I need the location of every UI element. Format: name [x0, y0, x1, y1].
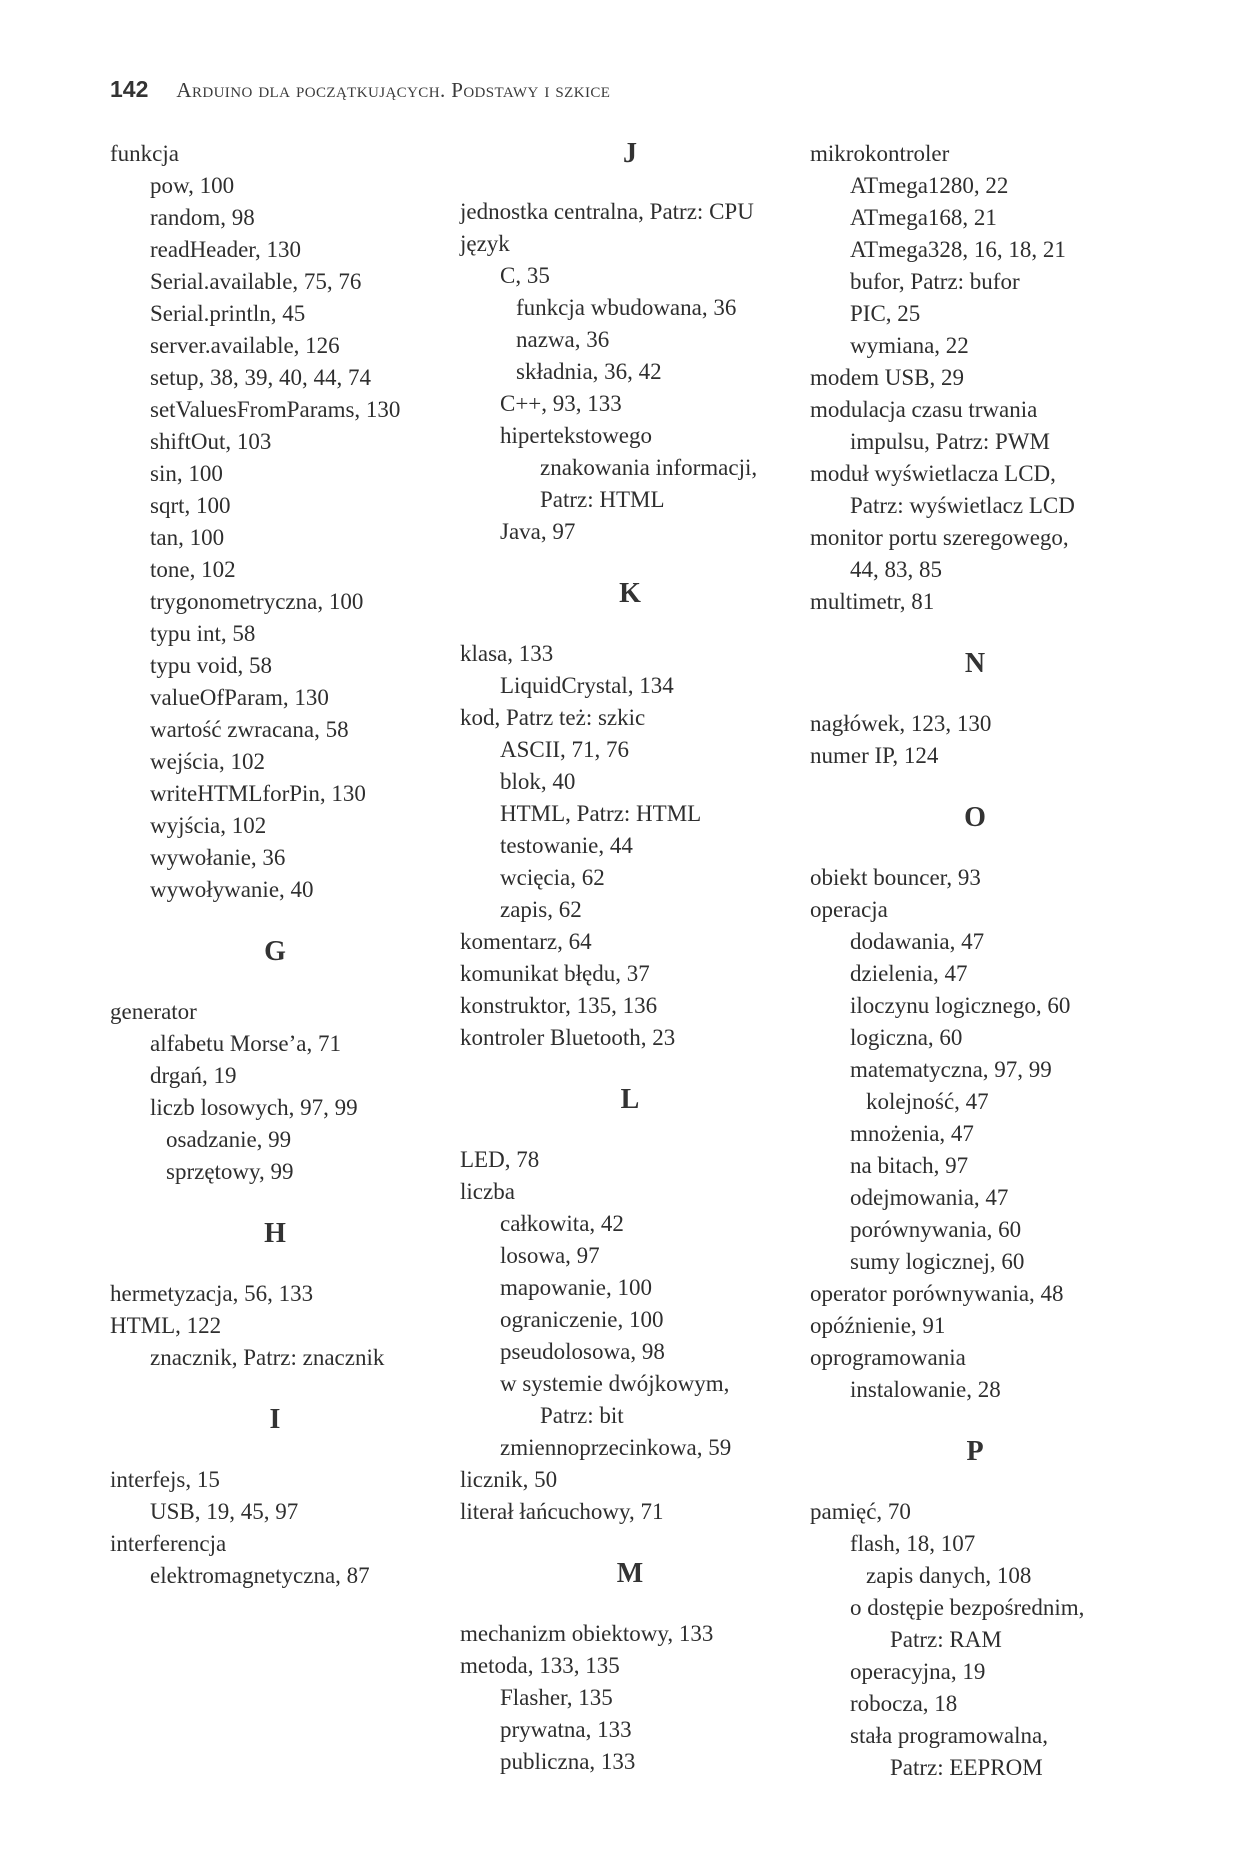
index-subentry: operacyjna, 19	[850, 1659, 986, 1684]
index-entry: numer IP, 124	[810, 743, 939, 768]
index-entry: LED, 78	[460, 1147, 540, 1172]
index-entry: moduł wyświetlacza LCD,	[810, 461, 1056, 486]
index-entry: literał łańcuchowy, 71	[460, 1499, 664, 1524]
section-letter: M	[616, 1558, 644, 1589]
index-subentry: sprzętowy, 99	[166, 1159, 294, 1184]
index-subentry: writeHTMLforPin, 130	[150, 781, 366, 806]
index-subentry: w systemie dwójkowym,	[500, 1371, 730, 1396]
section-letter: L	[620, 1084, 640, 1115]
index-entry: monitor portu szeregowego,	[810, 525, 1069, 550]
index-subentry: ograniczenie, 100	[500, 1307, 664, 1332]
index-subentry: Patrz: RAM	[890, 1627, 1002, 1652]
index-subentry: LiquidCrystal, 134	[500, 673, 674, 698]
index-subentry: iloczynu logicznego, 60	[850, 993, 1071, 1018]
index-subentry: osadzanie, 99	[166, 1127, 292, 1152]
index-entry: mechanizm obiektowy, 133	[460, 1621, 714, 1646]
page-header	[110, 76, 610, 110]
index-subentry: składnia, 36, 42	[516, 359, 662, 384]
index-entry: modulacja czasu trwania	[810, 397, 1038, 422]
index-entry: HTML, 122	[110, 1313, 222, 1338]
index-subentry: wywołanie, 36	[150, 845, 286, 870]
index-subentry: zapis, 62	[500, 897, 582, 922]
index-subentry: USB, 19, 45, 97	[150, 1499, 299, 1524]
index-subentry: Patrz: wyświetlacz LCD	[850, 493, 1075, 518]
index-subentry: hipertekstowego	[500, 423, 653, 448]
index-entry: opóźnienie, 91	[810, 1313, 946, 1338]
index-entry: kontroler Bluetooth, 23	[460, 1025, 676, 1050]
index-entry: kod, Patrz też: szkic	[460, 705, 646, 730]
index-entry: nagłówek, 123, 130	[810, 711, 992, 736]
index-entry: funkcja	[110, 141, 179, 166]
index-subentry: instalowanie, 28	[850, 1377, 1001, 1402]
index-subentry: tan, 100	[150, 525, 225, 550]
index-subentry: random, 98	[150, 205, 255, 230]
section-letter: G	[264, 936, 286, 967]
index-subentry: ATmega328, 16, 18, 21	[850, 237, 1066, 262]
index-subentry: elektromagnetyczna, 87	[150, 1563, 370, 1588]
index-entry: generator	[110, 999, 197, 1024]
index-subentry: Serial.println, 45	[150, 301, 306, 326]
index-subentry: porównywania, 60	[850, 1217, 1022, 1242]
index-subentry: zmiennoprzecinkowa, 59	[500, 1435, 732, 1460]
index-subentry: odejmowania, 47	[850, 1185, 1009, 1210]
index-entry: operator porównywania, 48	[810, 1281, 1064, 1306]
index-subentry: PIC, 25	[850, 301, 921, 326]
index-subentry: mapowanie, 100	[500, 1275, 653, 1300]
index-subentry: wymiana, 22	[850, 333, 969, 358]
index-subentry: C, 35	[500, 263, 550, 288]
index-subentry: ASCII, 71, 76	[500, 737, 630, 762]
index-subentry: logiczna, 60	[850, 1025, 963, 1050]
index-subentry: pseudolosowa, 98	[500, 1339, 665, 1364]
page-number: 142	[110, 76, 149, 102]
index-subentry: setup, 38, 39, 40, 44, 74	[150, 365, 372, 390]
index-subentry: nazwa, 36	[516, 327, 610, 352]
index-entry: konstruktor, 135, 136	[460, 993, 658, 1018]
index-subentry: wartość zwracana, 58	[150, 717, 349, 742]
index-subentry: Java, 97	[500, 519, 576, 544]
index-column-3	[810, 138, 1140, 1784]
section-letter: P	[966, 1436, 984, 1467]
index-entry: modem USB, 29	[810, 365, 964, 390]
index-subentry: impulsu, Patrz: PWM	[850, 429, 1050, 454]
index-subentry: 44, 83, 85	[850, 557, 942, 582]
index-subentry: typu int, 58	[150, 621, 256, 646]
section-letter: H	[264, 1218, 286, 1249]
index-subentry: ATmega168, 21	[850, 205, 997, 230]
section-letter: N	[964, 648, 986, 679]
index-subentry: kolejność, 47	[866, 1089, 989, 1114]
index-subentry: wyjścia, 102	[150, 813, 267, 838]
index-subentry: server.available, 126	[150, 333, 340, 358]
index-subentry: losowa, 97	[500, 1243, 600, 1268]
index-subentry: drgań, 19	[150, 1063, 237, 1088]
index-entry: obiekt bouncer, 93	[810, 865, 981, 890]
index-entry: interferencja	[110, 1531, 227, 1556]
index-entry: pamięć, 70	[810, 1499, 911, 1524]
section-letter: I	[269, 1404, 281, 1435]
index-subentry: sin, 100	[150, 461, 223, 486]
index-subentry: Serial.available, 75, 76	[150, 269, 362, 294]
index-subentry: całkowita, 42	[500, 1211, 624, 1236]
section-letter: K	[619, 578, 641, 609]
index-subentry: na bitach, 97	[850, 1153, 969, 1178]
index-entry: hermetyzacja, 56, 133	[110, 1281, 314, 1306]
index-subentry: wywoływanie, 40	[150, 877, 314, 902]
index-subentry: dzielenia, 47	[850, 961, 968, 986]
index-subentry: prywatna, 133	[500, 1717, 632, 1742]
index-subentry: valueOfParam, 130	[150, 685, 329, 710]
index-subentry: typu void, 58	[150, 653, 273, 678]
index-subentry: Patrz: HTML	[540, 487, 665, 512]
index-column-1	[110, 138, 440, 1592]
index-entry: multimetr, 81	[810, 589, 935, 614]
index-subentry: znacznik, Patrz: znacznik	[150, 1345, 385, 1370]
index-subentry: Patrz: EEPROM	[890, 1755, 1043, 1780]
index-subentry: alfabetu Morse’a, 71	[150, 1031, 341, 1056]
index-subentry: readHeader, 130	[150, 237, 302, 262]
index-entry: jednostka centralna, Patrz: CPU	[460, 199, 754, 224]
index-subentry: blok, 40	[500, 769, 576, 794]
index-entry: metoda, 133, 135	[460, 1653, 620, 1678]
index-entry: operacja	[810, 897, 888, 922]
index-subentry: flash, 18, 107	[850, 1531, 976, 1556]
index-subentry: testowanie, 44	[500, 833, 633, 858]
index-entry: mikrokontroler	[810, 141, 950, 166]
index-entry: klasa, 133	[460, 641, 554, 666]
index-subentry: stała programowalna,	[850, 1723, 1048, 1748]
index-subentry: shiftOut, 103	[150, 429, 272, 454]
index-entry: liczba	[460, 1179, 515, 1204]
index-entry: interfejs, 15	[110, 1467, 220, 1492]
index-subentry: wejścia, 102	[150, 749, 265, 774]
index-subentry: liczb losowych, 97, 99	[150, 1095, 358, 1120]
index-subentry: sqrt, 100	[150, 493, 231, 518]
index-subentry: pow, 100	[150, 173, 235, 198]
index-entry: komentarz, 64	[460, 929, 592, 954]
section-letter: J	[623, 138, 637, 169]
index-subentry: robocza, 18	[850, 1691, 958, 1716]
index-subentry: C++, 93, 133	[500, 391, 622, 416]
index-subentry: matematyczna, 97, 99	[850, 1057, 1052, 1082]
index-subentry: publiczna, 133	[500, 1749, 636, 1774]
index-subentry: znakowania informacji,	[540, 455, 758, 480]
index-subentry: o dostępie bezpośrednim,	[850, 1595, 1085, 1620]
section-letter: O	[964, 802, 986, 833]
index-entry: licznik, 50	[460, 1467, 558, 1492]
index-subentry: bufor, Patrz: bufor	[850, 269, 1020, 294]
index-subentry: Flasher, 135	[500, 1685, 613, 1710]
index-column-2	[460, 138, 800, 1778]
index-entry: oprogramowania	[810, 1345, 966, 1370]
index-subentry: Patrz: bit	[540, 1403, 624, 1428]
running-title: Arduino dla początkujących. Podstawy i szkice	[176, 78, 611, 102]
index-subentry: mnożenia, 47	[850, 1121, 974, 1146]
index-subentry: dodawania, 47	[850, 929, 985, 954]
index-subentry: setValuesFromParams, 130	[150, 397, 401, 422]
index-entry: język	[460, 231, 510, 256]
index-subentry: HTML, Patrz: HTML	[500, 801, 702, 826]
index-subentry: funkcja wbudowana, 36	[516, 295, 737, 320]
index-subentry: sumy logicznej, 60	[850, 1249, 1025, 1274]
index-subentry: ATmega1280, 22	[850, 173, 1009, 198]
index-subentry: tone, 102	[150, 557, 236, 582]
index-entry: komunikat błędu, 37	[460, 961, 650, 986]
index-subentry: zapis danych, 108	[866, 1563, 1032, 1588]
index-subentry: trygonometryczna, 100	[150, 589, 364, 614]
index-subentry: wcięcia, 62	[500, 865, 605, 890]
